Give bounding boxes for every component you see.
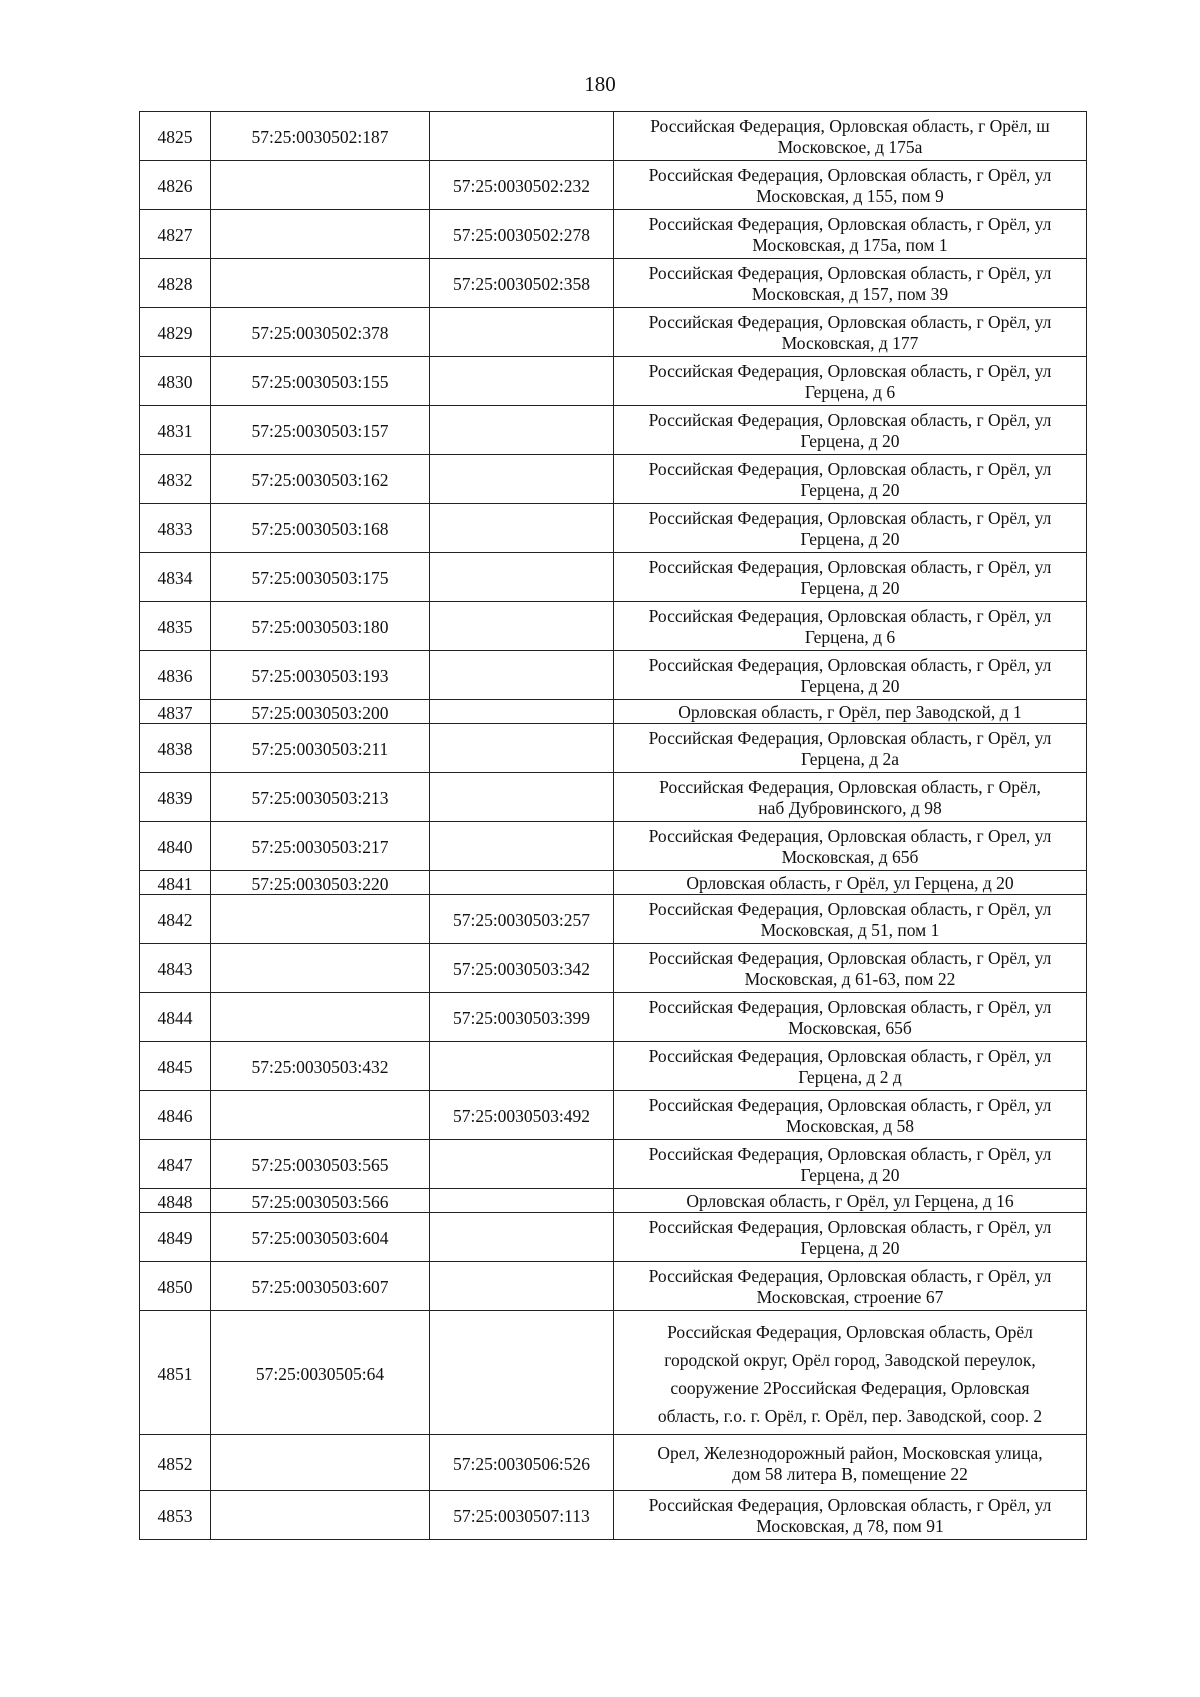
row-number-cell: 4834: [140, 553, 211, 602]
premises-cadastral-number-cell: 57:25:0030502:358: [430, 259, 614, 308]
address-line: Орел, Железнодорожный район, Московская улица,: [657, 1442, 1043, 1463]
table-row: [140, 993, 1087, 1042]
row-number-cell: 4853: [140, 1491, 211, 1540]
premises-cadastral-number-cell: 57:25:0030506:526: [430, 1435, 614, 1491]
premises-cadastral-number-cell: [430, 504, 614, 553]
address-cell: [614, 944, 1087, 993]
address-cell: [614, 993, 1087, 1042]
row-number-cell: 4828: [140, 259, 211, 308]
address-cell: [614, 602, 1087, 651]
table-row: [140, 1491, 1087, 1540]
registry-table-body: [140, 112, 1087, 1540]
table-row: [140, 895, 1087, 944]
address-line: Московская, д 177: [781, 333, 919, 353]
row-number-cell: 4848: [140, 1189, 211, 1213]
premises-cadastral-number-cell: [430, 406, 614, 455]
address-line: Российская Федерация, Орловская область, г Орёл, ул: [648, 508, 1052, 528]
cadastral-number-cell: 57:25:0030503:157: [211, 406, 430, 455]
table-row: [140, 944, 1087, 993]
premises-cadastral-number-cell: [430, 553, 614, 602]
address-line: Московская, 65б: [788, 1018, 912, 1038]
row-number-cell: 4832: [140, 455, 211, 504]
row-number-cell: 4839: [140, 773, 211, 822]
cadastral-number-cell: 57:25:0030503:168: [211, 504, 430, 553]
table-row: [140, 406, 1087, 455]
table-row: [140, 1189, 1087, 1213]
cadastral-number-cell: 57:25:0030503:604: [211, 1213, 430, 1262]
address-cell: [614, 259, 1087, 308]
cadastral-number-cell: 57:25:0030503:565: [211, 1140, 430, 1189]
table-row: [140, 504, 1087, 553]
row-number-cell: 4847: [140, 1140, 211, 1189]
cadastral-number-cell: 57:25:0030503:607: [211, 1262, 430, 1311]
address-line: Российская Федерация, Орловская область, г Орёл, ул: [648, 214, 1052, 234]
address-cell: [614, 455, 1087, 504]
address-line: Герцена, д 20: [800, 676, 900, 696]
table-row: [140, 553, 1087, 602]
address-cell: [614, 1140, 1087, 1189]
address-cell: [614, 308, 1087, 357]
row-number-cell: 4843: [140, 944, 211, 993]
address-line: Российская Федерация, Орловская область, г Орёл, ул: [648, 1495, 1052, 1515]
address-line: Российская Федерация, Орловская область, г Орёл, ул: [648, 606, 1052, 626]
premises-cadastral-number-cell: 57:25:0030503:257: [430, 895, 614, 944]
table-row: [140, 822, 1087, 871]
address-line: Российская Федерация, Орловская область, г Орёл, ул: [648, 899, 1052, 919]
table-row: [140, 1042, 1087, 1091]
cadastral-number-cell: [211, 895, 430, 944]
row-number-cell: 4831: [140, 406, 211, 455]
address-cell: [614, 504, 1087, 553]
cadastral-number-cell: 57:25:0030503:432: [211, 1042, 430, 1091]
table-row: [140, 112, 1087, 161]
premises-cadastral-number-cell: [430, 1140, 614, 1189]
row-number-cell: 4829: [140, 308, 211, 357]
cadastral-number-cell: 57:25:0030505:64: [211, 1311, 430, 1435]
address-line: Герцена, д 20: [800, 1165, 900, 1185]
table-row: [140, 357, 1087, 406]
table-row: [140, 700, 1087, 724]
address-cell: [614, 357, 1087, 406]
address-line: Российская Федерация, Орловская область, г Орёл, ул: [648, 361, 1052, 381]
cadastral-number-cell: [211, 993, 430, 1042]
address-cell: [614, 1042, 1087, 1091]
table-row: [140, 161, 1087, 210]
address-cell: [614, 1091, 1087, 1140]
address-line: Российская Федерация, Орловская область, г Орёл, ул: [648, 459, 1052, 479]
table-row: [140, 308, 1087, 357]
address-line: Московская, д 61-63, пом 22: [744, 969, 956, 989]
address-cell: [614, 773, 1087, 822]
table-row: [140, 1140, 1087, 1189]
cadastral-number-cell: [211, 259, 430, 308]
cadastral-number-cell: [211, 1091, 430, 1140]
table-row: [140, 210, 1087, 259]
cadastral-number-cell: 57:25:0030503:213: [211, 773, 430, 822]
premises-cadastral-number-cell: [430, 651, 614, 700]
row-number-cell: 4825: [140, 112, 211, 161]
premises-cadastral-number-cell: 57:25:0030503:492: [430, 1091, 614, 1140]
address-line: Российская Федерация, Орловская область, г Орёл, ул: [648, 557, 1052, 577]
address-line: Российская Федерация, Орловская область, г Орёл, ул: [648, 1266, 1052, 1286]
address-line: Московская, д 65б: [781, 847, 919, 867]
cadastral-number-cell: [211, 161, 430, 210]
address-cell: [614, 651, 1087, 700]
address-line: дом 58 литера В, помещение 22: [732, 1463, 968, 1484]
address-line: Российская Федерация, Орловская область, г Орёл, ул: [648, 948, 1052, 968]
table-row: [140, 455, 1087, 504]
premises-cadastral-number-cell: [430, 1189, 614, 1213]
cadastral-number-cell: 57:25:0030503:220: [211, 871, 430, 895]
address-line: Герцена, д 20: [800, 529, 900, 549]
address-cell: [614, 112, 1087, 161]
address-cell: [614, 1213, 1087, 1262]
address-line: Российская Федерация, Орловская область, г Орёл, ул: [648, 410, 1052, 430]
address-cell: [614, 724, 1087, 773]
cadastral-number-cell: 57:25:0030503:211: [211, 724, 430, 773]
address-line: Московская, строение 67: [756, 1287, 944, 1307]
address-cell: [614, 871, 1087, 895]
premises-cadastral-number-cell: [430, 308, 614, 357]
address-line: наб Дубровинского, д 98: [758, 798, 942, 818]
address-cell: [614, 406, 1087, 455]
row-number-cell: 4850: [140, 1262, 211, 1311]
address-line: Герцена, д 6: [804, 382, 896, 402]
cadastral-number-cell: [211, 1435, 430, 1491]
address-line: Российская Федерация, Орловская область, г Орёл, ул: [648, 728, 1052, 748]
address-cell: [614, 1491, 1087, 1540]
premises-cadastral-number-cell: 57:25:0030502:232: [430, 161, 614, 210]
row-number-cell: 4826: [140, 161, 211, 210]
row-number-cell: 4841: [140, 871, 211, 895]
cadastral-number-cell: 57:25:0030503:155: [211, 357, 430, 406]
row-number-cell: 4849: [140, 1213, 211, 1262]
row-number-cell: 4836: [140, 651, 211, 700]
table-row: [140, 871, 1087, 895]
address-cell: [614, 1311, 1087, 1435]
address-line: Российская Федерация, Орловская область, г Орёл, ул: [648, 1046, 1052, 1066]
cadastral-number-cell: [211, 1491, 430, 1540]
address-line: Российская Федерация, Орловская область, г Орёл, ш: [650, 116, 1050, 136]
premises-cadastral-number-cell: [430, 602, 614, 651]
page-number: 180: [584, 72, 616, 96]
address-line: Российская Федерация, Орловская область, г Орёл, ул: [648, 1144, 1052, 1164]
premises-cadastral-number-cell: [430, 1213, 614, 1262]
row-number-cell: 4827: [140, 210, 211, 259]
cadastral-number-cell: 57:25:0030502:378: [211, 308, 430, 357]
table-row: [140, 651, 1087, 700]
address-line: Российская Федерация, Орловская область, г Орёл, ул: [648, 312, 1052, 332]
address-line: Российская Федерация, Орловская область, г Орёл, ул: [648, 165, 1052, 185]
cadastral-number-cell: 57:25:0030503:175: [211, 553, 430, 602]
table-row: [140, 259, 1087, 308]
address-line: Российская Федерация, Орловская область, г Орёл, ул: [648, 1095, 1052, 1115]
row-number-cell: 4833: [140, 504, 211, 553]
address-line: Герцена, д 2 д: [798, 1067, 902, 1087]
address-line: Российская Федерация, Орловская область, г Орел, ул: [648, 826, 1052, 846]
premises-cadastral-number-cell: 57:25:0030503:342: [430, 944, 614, 993]
premises-cadastral-number-cell: [430, 724, 614, 773]
row-number-cell: 4830: [140, 357, 211, 406]
address-cell: [614, 822, 1087, 871]
address-line: сооружение 2Российская Федерация, Орловская: [670, 1377, 1030, 1398]
address-line: Герцена, д 2а: [800, 749, 900, 769]
address-cell: [614, 1189, 1087, 1213]
address-line: Российская Федерация, Орловская область, г Орёл, ул: [648, 1217, 1052, 1237]
premises-cadastral-number-cell: [430, 822, 614, 871]
table-row: [140, 724, 1087, 773]
address-cell: [614, 1435, 1087, 1491]
address-line: Московское, д 175а: [777, 137, 923, 157]
premises-cadastral-number-cell: [430, 357, 614, 406]
cadastral-number-cell: [211, 944, 430, 993]
cadastral-number-cell: 57:25:0030503:217: [211, 822, 430, 871]
premises-cadastral-number-cell: [430, 455, 614, 504]
row-number-cell: 4842: [140, 895, 211, 944]
table-row: [140, 773, 1087, 822]
cadastral-number-cell: 57:25:0030503:566: [211, 1189, 430, 1213]
premises-cadastral-number-cell: [430, 1311, 614, 1435]
row-number-cell: 4837: [140, 700, 211, 724]
address-line: Московская, д 175а, пом 1: [752, 235, 948, 255]
address-line: Московская, д 78, пом 91: [756, 1516, 944, 1536]
row-number-cell: 4844: [140, 993, 211, 1042]
table-row: [140, 1262, 1087, 1311]
row-number-cell: 4835: [140, 602, 211, 651]
address-line: Российская Федерация, Орловская область, г Орёл,: [659, 777, 1041, 797]
address-cell: [614, 553, 1087, 602]
row-number-cell: 4852: [140, 1435, 211, 1491]
address-line: Российская Федерация, Орловская область, Орёл: [667, 1321, 1033, 1342]
address-line: Герцена, д 20: [800, 578, 900, 598]
cadastral-number-cell: [211, 210, 430, 259]
premises-cadastral-number-cell: [430, 1042, 614, 1091]
premises-cadastral-number-cell: 57:25:0030503:399: [430, 993, 614, 1042]
table-row: [140, 1213, 1087, 1262]
cadastral-number-cell: 57:25:0030503:200: [211, 700, 430, 724]
address-line: Российская Федерация, Орловская область, г Орёл, ул: [648, 997, 1052, 1017]
cadastral-number-cell: 57:25:0030503:180: [211, 602, 430, 651]
address-cell: [614, 1262, 1087, 1311]
cadastral-number-cell: 57:25:0030502:187: [211, 112, 430, 161]
row-number-cell: 4846: [140, 1091, 211, 1140]
address-cell: [614, 210, 1087, 259]
address-line: область, г.о. г. Орёл, г. Орёл, пер. Заводской, соор. 2: [657, 1405, 1043, 1426]
address-line: Герцена, д 6: [804, 627, 896, 647]
registry-table: [139, 111, 1087, 1540]
address-line: Герцена, д 20: [800, 1238, 900, 1258]
address-line: Орловская область, г Орёл, ул Герцена, д 16: [686, 1191, 1014, 1211]
row-number-cell: 4851: [140, 1311, 211, 1435]
address-line: Российская Федерация, Орловская область, г Орёл, ул: [648, 263, 1052, 283]
premises-cadastral-number-cell: [430, 700, 614, 724]
address-line: Орловская область, г Орёл, ул Герцена, д 20: [686, 873, 1014, 893]
premises-cadastral-number-cell: 57:25:0030502:278: [430, 210, 614, 259]
address-line: Орловская область, г Орёл, пер Заводской, д 1: [678, 702, 1022, 722]
address-line: Московская, д 157, пом 39: [751, 284, 949, 304]
address-cell: [614, 895, 1087, 944]
address-cell: [614, 700, 1087, 724]
row-number-cell: 4840: [140, 822, 211, 871]
address-line: Московская, д 58: [786, 1116, 914, 1136]
table-row: [140, 1435, 1087, 1491]
premises-cadastral-number-cell: [430, 112, 614, 161]
table-row: [140, 1311, 1087, 1435]
address-line: Московская, д 51, пом 1: [760, 920, 940, 940]
premises-cadastral-number-cell: [430, 1262, 614, 1311]
address-line: Герцена, д 20: [800, 480, 900, 500]
table-row: [140, 1091, 1087, 1140]
address-cell: [614, 161, 1087, 210]
address-line: Московская, д 155, пом 9: [756, 186, 944, 206]
cadastral-number-cell: 57:25:0030503:193: [211, 651, 430, 700]
premises-cadastral-number-cell: 57:25:0030507:113: [430, 1491, 614, 1540]
table-row: [140, 602, 1087, 651]
address-line: Российская Федерация, Орловская область, г Орёл, ул: [648, 655, 1052, 675]
address-line: городской округ, Орёл город, Заводской переулок,: [664, 1349, 1036, 1370]
address-line: Герцена, д 20: [800, 431, 900, 451]
cadastral-number-cell: 57:25:0030503:162: [211, 455, 430, 504]
row-number-cell: 4838: [140, 724, 211, 773]
row-number-cell: 4845: [140, 1042, 211, 1091]
premises-cadastral-number-cell: [430, 871, 614, 895]
premises-cadastral-number-cell: [430, 773, 614, 822]
